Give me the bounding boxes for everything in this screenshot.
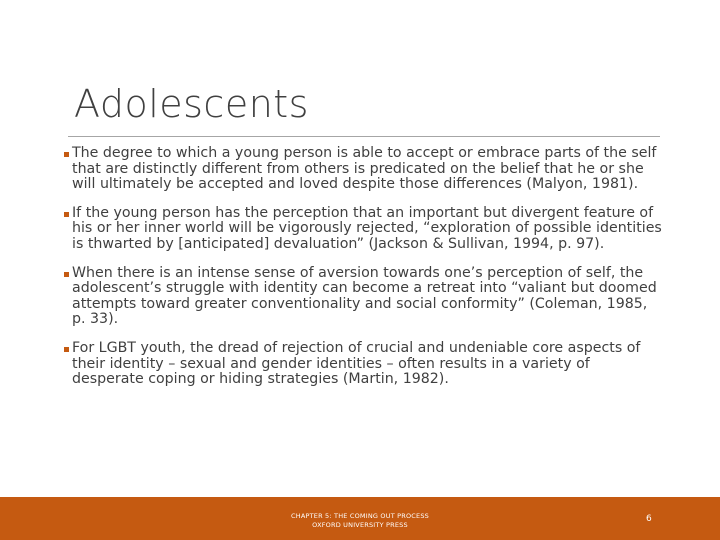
slide-title: Adolescents xyxy=(74,82,309,126)
square-bullet-icon xyxy=(64,152,69,157)
bullet-item xyxy=(62,146,662,193)
title-divider xyxy=(68,136,660,137)
footer-publisher-text: OXFORD UNIVERSITY PRESS xyxy=(312,521,408,529)
bullet-list xyxy=(62,146,662,401)
bullet-text: The degree to which a young person is able to accept or embrace parts of the self that are distinctly different from others is predicated on the belief that he or she will ultimately be accepted and loved despite those differences (Malyon, 1981). xyxy=(72,145,657,193)
page-number: 6 xyxy=(646,514,652,524)
bullet-text: If the young person has the perception that an important but divergent feature of his or her inner world will be vigorously rejected, “exploration of possible identities is thwarted by [anticipated] devaluation” (Jackson & Sullivan, 1994, p. 97). xyxy=(72,204,662,252)
bullet-item xyxy=(62,266,662,328)
bullet-item xyxy=(62,341,662,388)
bullet-text: For LGBT youth, the dread of rejection of crucial and undeniable core aspects of their identity – sexual and gender identities – often results in a variety of desperate coping or hiding strategies (Martin, 1982). xyxy=(72,339,641,388)
footer-chapter-text: CHAPTER 5: THE COMING OUT PROCESS xyxy=(291,512,429,520)
square-bullet-icon xyxy=(64,212,69,217)
bullet-text: When there is an intense sense of aversion towards one’s perception of self, the adolescent’s struggle with identity can become a retreat into “valiant but doomed attempts toward greater conventionality and social conformity” (Coleman, 1985, p. 33). xyxy=(72,264,657,328)
square-bullet-icon xyxy=(64,272,69,277)
bullet-item xyxy=(62,206,662,253)
square-bullet-icon xyxy=(64,347,69,352)
footer-bar xyxy=(0,497,720,540)
